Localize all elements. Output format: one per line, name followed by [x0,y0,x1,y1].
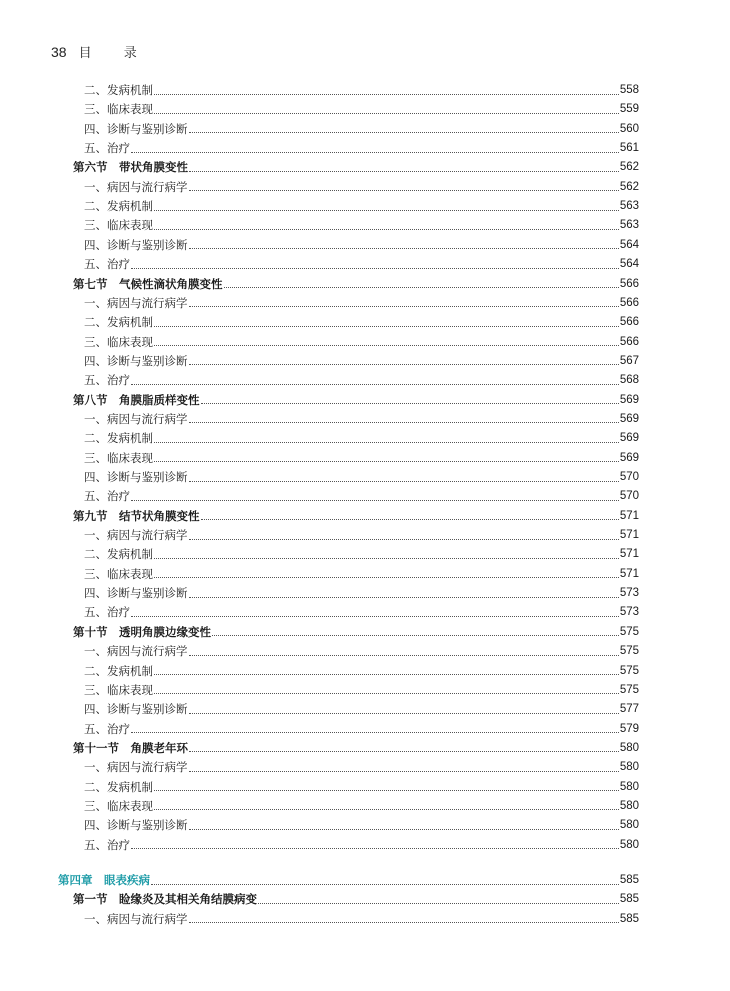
page-header [51,42,151,61]
toc-entry-page-number: 569 [619,412,639,425]
toc-entry-label: 四、诊断与鉴别诊断 [84,818,188,833]
toc-entry-section[interactable] [73,274,639,294]
toc-entry-label: 五、治疗 [84,721,130,736]
dot-leader [189,922,619,923]
toc-entry-page-number: 559 [619,103,639,116]
toc-entry-label: 四、诊断与鉴别诊断 [84,470,188,484]
toc-entry-page-number: 571 [619,567,639,580]
dot-leader [154,113,619,114]
toc-entry-label: 三、临床表现 [84,218,153,233]
toc-entry-label: 三、临床表现 [84,450,153,465]
toc-entry-page-number: 566 [619,277,639,290]
toc-entry-page-number: 575 [619,645,639,658]
toc-entry-sub[interactable] [84,602,639,622]
toc-entry-label: 一、病因与流行病学 [84,644,188,659]
toc-entry-page-number: 575 [619,664,639,677]
toc-entry-sub[interactable] [84,564,639,584]
toc-entry-page-number: 573 [619,606,639,619]
toc-entry-label: 一、病因与流行病学 [84,528,188,543]
toc-entry-label: 二、发病机制 [84,547,153,562]
dot-leader [131,152,619,153]
dot-leader [189,655,619,656]
toc-entry-sub[interactable] [84,235,639,255]
toc-entry-label: 第十一节 角膜老年环 [73,740,188,755]
toc-entry-label: 五、治疗 [84,837,130,852]
toc-entry-chapter[interactable] [58,870,639,890]
dot-leader [154,790,619,791]
toc-entry-page-number: 569 [619,451,639,464]
dot-leader [189,539,619,540]
toc-entry-label: 二、发病机制 [84,431,153,446]
page-number: 38 [51,44,67,60]
toc-entry-label: 第四章 眼表疾病 [58,873,150,887]
dot-leader [154,461,619,462]
toc-entry-sub[interactable] [84,467,639,487]
toc-entry-page-number: 570 [619,471,639,483]
dot-leader [189,751,619,752]
dot-leader [154,210,619,211]
dot-leader [154,229,619,230]
toc-entry-page-number: 566 [619,296,639,309]
toc-entry-section[interactable] [73,622,639,642]
dot-leader [131,500,619,501]
dot-leader [189,190,619,191]
toc-entry-label: 二、发病机制 [84,83,153,97]
toc-entry-sub[interactable] [84,351,639,371]
toc-entry-page-number: 585 [619,874,639,886]
toc-entry-sub[interactable] [84,80,639,100]
toc-entry-sub[interactable] [84,177,639,197]
dot-leader [151,884,619,885]
toc-entry-label: 四、诊断与鉴别诊断 [84,121,188,136]
toc-entry-sub[interactable] [84,661,639,681]
toc-entry-page-number: 580 [619,799,639,812]
toc-entry-section[interactable] [73,889,639,909]
toc-entry-page-number: 580 [619,761,639,774]
toc-entry-label: 五、治疗 [84,373,130,388]
toc-entry-sub[interactable] [84,544,639,564]
dot-leader [189,132,619,133]
dot-leader [189,171,619,172]
toc-entry-sub[interactable] [84,448,639,468]
toc-entry-label: 三、临床表现 [84,334,153,349]
toc-entry-sub[interactable] [84,815,639,835]
toc-entry-label: 二、发病机制 [84,315,153,330]
dot-leader [131,616,619,617]
toc-entry-label: 第七节 气候性滴状角膜变性 [73,276,223,291]
toc-entry-page-number: 570 [619,490,639,503]
toc-entry-page-number: 585 [619,893,639,906]
toc-entry-label: 三、临床表现 [84,798,153,813]
toc-entry-section[interactable] [73,390,639,410]
dot-leader [154,577,619,578]
dot-leader [131,848,619,849]
toc-entry-label: 第十节 透明角膜边缘变性 [73,624,211,639]
toc-entry-page-number: 567 [619,354,639,367]
toc-entry-label: 三、临床表现 [84,682,153,697]
toc-entry-label: 一、病因与流行病学 [84,760,188,775]
dot-leader [154,558,619,559]
toc-entry-page-number: 571 [619,548,639,561]
toc-entry-page-number: 585 [619,912,639,925]
dot-leader [131,268,619,269]
toc-entry-sub[interactable] [84,909,639,929]
dot-leader [224,287,619,288]
dot-leader [258,903,619,904]
toc-entry-label: 一、病因与流行病学 [84,411,188,426]
toc-entry-label: 一、病因与流行病学 [84,295,188,310]
toc-entry-page-number: 561 [619,142,639,155]
toc-entry-page-number: 575 [619,625,639,638]
toc-entry-section[interactable] [73,506,639,526]
toc-entry-label: 二、发病机制 [84,199,153,214]
toc-entry-sub[interactable] [84,312,639,332]
toc-entry-label: 四、诊断与鉴别诊断 [84,702,188,717]
toc-entry-sub[interactable] [84,583,639,603]
toc-entry-page-number: 569 [619,393,639,406]
toc-entry-page-number: 564 [619,238,639,251]
toc-entry-sub[interactable] [84,641,639,661]
toc-entry-sub[interactable] [84,215,639,235]
page-title: 目 录 [78,46,151,61]
toc-entry-label: 三、临床表现 [84,566,153,581]
dot-leader [189,481,619,482]
toc-entry-label: 第六节 带状角膜变性 [73,160,188,175]
dot-leader [201,403,619,404]
dot-leader [189,597,619,598]
toc-entry-page-number: 562 [619,180,639,193]
dot-leader [189,771,619,772]
dot-leader [189,248,619,249]
dot-leader [131,384,619,385]
toc-entry-sub[interactable] [84,254,639,274]
toc-entry-sub[interactable] [84,293,639,313]
toc-entry-label: 二、发病机制 [84,663,153,678]
dot-leader [154,809,619,810]
toc-entry-sub[interactable] [84,196,639,216]
toc-entry-label: 四、诊断与鉴别诊断 [84,237,188,252]
toc-entry-page-number: 564 [619,258,639,271]
toc-entry-label: 第一节 睑缘炎及其相关角结膜病变 [73,892,257,907]
toc-entry-sub[interactable] [84,719,639,739]
dot-leader [189,422,619,423]
toc-entry-page-number: 566 [619,316,639,329]
toc-entry-page-number: 580 [619,780,639,793]
toc-entry-sub[interactable] [84,99,639,119]
toc-entry-page-number: 577 [619,703,639,716]
toc-entry-page-number: 580 [619,819,639,832]
toc-entry-sub[interactable] [84,119,639,139]
toc-entry-label: 一、病因与流行病学 [84,179,188,194]
toc-entry-sub[interactable] [84,138,639,158]
toc-entry-label: 三、临床表现 [84,102,153,117]
toc-entry-page-number: 560 [619,122,639,135]
dot-leader [201,519,619,520]
toc-entry-page-number: 558 [619,84,639,96]
toc-entry-label: 第九节 结节状角膜变性 [73,508,200,523]
toc-entry-page-number: 569 [619,432,639,445]
dot-leader [154,674,619,675]
toc-entry-label: 五、治疗 [84,141,130,156]
dot-leader [154,442,619,443]
toc-entry-page-number: 562 [619,161,639,174]
toc-entry-sub[interactable] [84,777,639,797]
toc-entry-section[interactable] [73,738,639,758]
toc-entry-label: 二、发病机制 [84,779,153,794]
toc-entry-label: 一、病因与流行病学 [84,911,188,926]
toc-entry-label: 第八节 角膜脂质样变性 [73,392,200,407]
toc-entry-page-number: 568 [619,374,639,387]
toc-entry-sub[interactable] [84,370,639,390]
toc-entry-page-number: 563 [619,219,639,232]
toc-entry-sub[interactable] [84,428,639,448]
toc-entry-page-number: 571 [619,529,639,542]
toc-entry-page-number: 573 [619,587,639,600]
toc-entry-page-number: 566 [619,335,639,348]
toc-entry-label: 四、诊断与鉴别诊断 [84,586,188,601]
toc-entry-page-number: 580 [619,838,639,851]
toc-entry-sub[interactable] [84,332,639,352]
dot-leader [189,364,619,365]
toc-entry-page-number: 579 [619,722,639,735]
dot-leader [189,306,619,307]
toc-entry-label: 五、治疗 [84,605,130,620]
toc-entry-label: 四、诊断与鉴别诊断 [84,353,188,368]
dot-leader [131,732,619,733]
toc-entry-label: 五、治疗 [84,489,130,504]
toc-entry-section[interactable] [73,157,639,177]
dot-leader [189,713,619,714]
toc-entry-page-number: 580 [619,741,639,754]
toc-entry-sub[interactable] [84,796,639,816]
toc-entry-sub[interactable] [84,680,639,700]
toc-entry-sub[interactable] [84,409,639,429]
toc-entry-sub[interactable] [84,757,639,777]
dot-leader [154,345,619,346]
toc-entry-page-number: 563 [619,200,639,213]
dot-leader [212,635,619,636]
dot-leader [154,326,619,327]
toc-entry-sub[interactable] [84,835,639,855]
toc-entry-sub[interactable] [84,699,639,719]
dot-leader [154,94,619,95]
toc-entry-label: 五、治疗 [84,257,130,272]
toc-entry-sub[interactable] [84,486,639,506]
toc-entry-page-number: 575 [619,683,639,696]
toc-entry-sub[interactable] [84,525,639,545]
dot-leader [189,829,619,830]
dot-leader [154,693,619,694]
toc-entry-page-number: 571 [619,509,639,522]
